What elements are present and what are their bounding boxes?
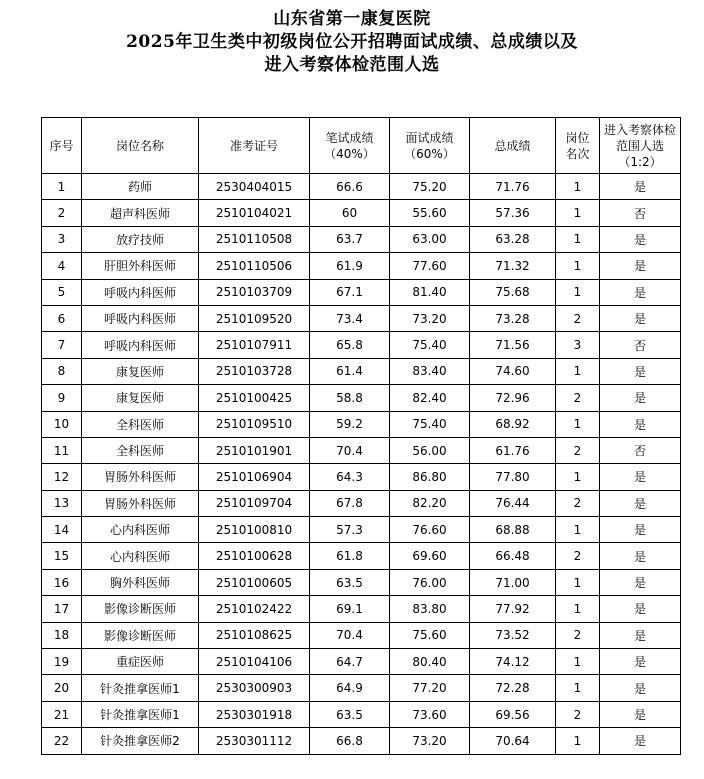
cell-total-score: 77.80 xyxy=(470,464,556,490)
cell-interview-score: 75.20 xyxy=(390,174,470,200)
header-rank-line1: 岗位 xyxy=(565,130,590,145)
cell-selected: 否 xyxy=(600,332,681,358)
cell-rank: 2 xyxy=(556,437,600,463)
cell-exam-id: 2530301918 xyxy=(199,701,310,727)
table-row xyxy=(42,411,681,437)
cell-written-score: 67.8 xyxy=(310,490,390,516)
cell-selected: 是 xyxy=(600,622,681,648)
cell-rank: 2 xyxy=(556,701,600,727)
cell-written-score: 61.9 xyxy=(310,253,390,279)
cell-interview-score: 76.60 xyxy=(390,517,470,543)
cell-selected: 是 xyxy=(600,411,681,437)
cell-exam-id: 2510108625 xyxy=(199,622,310,648)
cell-rank: 1 xyxy=(556,253,600,279)
cell-position: 影像诊断医师 xyxy=(82,622,199,648)
cell-position: 全科医师 xyxy=(82,411,199,437)
cell-index: 13 xyxy=(42,490,82,516)
table-row xyxy=(42,675,681,701)
cell-index: 9 xyxy=(42,385,82,411)
cell-interview-score: 75.40 xyxy=(390,411,470,437)
cell-rank: 1 xyxy=(556,411,600,437)
cell-rank: 2 xyxy=(556,490,600,516)
cell-exam-id: 2510100605 xyxy=(199,569,310,595)
cell-index: 7 xyxy=(42,332,82,358)
cell-selected: 是 xyxy=(600,675,681,701)
header-written-label: 笔试成绩 xyxy=(325,130,374,145)
table-row xyxy=(42,517,681,543)
cell-index: 10 xyxy=(42,411,82,437)
cell-index: 5 xyxy=(42,279,82,305)
table-row xyxy=(42,701,681,727)
cell-index: 2 xyxy=(42,200,82,226)
cell-interview-score: 73.20 xyxy=(390,728,470,754)
header-position: 岗位名称 xyxy=(82,118,199,174)
cell-position: 全科医师 xyxy=(82,437,199,463)
cell-total-score: 73.52 xyxy=(470,622,556,648)
cell-position: 影像诊断医师 xyxy=(82,596,199,622)
cell-exam-id: 2510104106 xyxy=(199,649,310,675)
cell-rank: 1 xyxy=(556,728,600,754)
table-row xyxy=(42,279,681,305)
cell-rank: 1 xyxy=(556,596,600,622)
cell-index: 17 xyxy=(42,596,82,622)
cell-position: 针灸推拿医师1 xyxy=(82,675,199,701)
cell-interview-score: 75.40 xyxy=(390,332,470,358)
cell-index: 18 xyxy=(42,622,82,648)
cell-rank: 1 xyxy=(556,200,600,226)
cell-selected: 是 xyxy=(600,728,681,754)
cell-total-score: 66.48 xyxy=(470,543,556,569)
cell-selected: 是 xyxy=(600,305,681,331)
cell-total-score: 68.88 xyxy=(470,517,556,543)
cell-position: 肝胆外科医师 xyxy=(82,253,199,279)
cell-index: 11 xyxy=(42,437,82,463)
cell-written-score: 73.4 xyxy=(310,305,390,331)
cell-exam-id: 2510109510 xyxy=(199,411,310,437)
table-row xyxy=(42,596,681,622)
cell-rank: 1 xyxy=(556,464,600,490)
cell-rank: 1 xyxy=(556,174,600,200)
cell-rank: 3 xyxy=(556,332,600,358)
cell-written-score: 60 xyxy=(310,200,390,226)
cell-written-score: 61.8 xyxy=(310,543,390,569)
cell-written-score: 69.1 xyxy=(310,596,390,622)
cell-exam-id: 2510107911 xyxy=(199,332,310,358)
header-total-score: 总成绩 xyxy=(470,118,556,174)
cell-rank: 1 xyxy=(556,226,600,252)
table-row xyxy=(42,174,681,200)
cell-interview-score: 80.40 xyxy=(390,649,470,675)
cell-written-score: 70.4 xyxy=(310,622,390,648)
cell-total-score: 63.28 xyxy=(470,226,556,252)
cell-written-score: 64.7 xyxy=(310,649,390,675)
cell-written-score: 63.5 xyxy=(310,701,390,727)
cell-written-score: 66.8 xyxy=(310,728,390,754)
table-row xyxy=(42,385,681,411)
cell-exam-id: 2510110506 xyxy=(199,253,310,279)
cell-position: 放疗技师 xyxy=(82,226,199,252)
cell-selected: 否 xyxy=(600,200,681,226)
cell-index: 12 xyxy=(42,464,82,490)
cell-rank: 1 xyxy=(556,358,600,384)
cell-position: 康复医师 xyxy=(82,385,199,411)
cell-interview-score: 69.60 xyxy=(390,543,470,569)
table-header-row xyxy=(42,118,681,174)
title-line-2: 2025年卫生类中初级岗位公开招聘面试成绩、总成绩以及 xyxy=(126,32,578,52)
cell-interview-score: 76.00 xyxy=(390,569,470,595)
table-row xyxy=(42,543,681,569)
cell-interview-score: 73.60 xyxy=(390,701,470,727)
cell-written-score: 57.3 xyxy=(310,517,390,543)
cell-exam-id: 2530404015 xyxy=(199,174,310,200)
cell-exam-id: 2510109520 xyxy=(199,305,310,331)
cell-index: 21 xyxy=(42,701,82,727)
table-row xyxy=(42,622,681,648)
cell-selected: 是 xyxy=(600,517,681,543)
header-written-score xyxy=(310,118,390,174)
cell-interview-score: 77.60 xyxy=(390,253,470,279)
cell-position: 胸外科医师 xyxy=(82,569,199,595)
cell-interview-score: 73.20 xyxy=(390,305,470,331)
cell-exam-id: 2510100425 xyxy=(199,385,310,411)
cell-total-score: 71.00 xyxy=(470,569,556,595)
table-row xyxy=(42,437,681,463)
cell-interview-score: 83.80 xyxy=(390,596,470,622)
cell-position: 呼吸内科医师 xyxy=(82,279,199,305)
cell-written-score: 61.4 xyxy=(310,358,390,384)
cell-interview-score: 77.20 xyxy=(390,675,470,701)
cell-total-score: 75.68 xyxy=(470,279,556,305)
table-row xyxy=(42,358,681,384)
cell-total-score: 71.32 xyxy=(470,253,556,279)
cell-index: 1 xyxy=(42,174,82,200)
cell-position: 药师 xyxy=(82,174,199,200)
cell-total-score: 71.56 xyxy=(470,332,556,358)
cell-selected: 是 xyxy=(600,174,681,200)
cell-selected: 是 xyxy=(600,490,681,516)
cell-exam-id: 2510103709 xyxy=(199,279,310,305)
cell-selected: 是 xyxy=(600,385,681,411)
cell-total-score: 71.76 xyxy=(470,174,556,200)
cell-written-score: 67.1 xyxy=(310,279,390,305)
cell-selected: 是 xyxy=(600,464,681,490)
cell-written-score: 63.7 xyxy=(310,226,390,252)
cell-position: 针灸推拿医师1 xyxy=(82,701,199,727)
table-row xyxy=(42,649,681,675)
cell-interview-score: 75.60 xyxy=(390,622,470,648)
header-exam-id: 准考证号 xyxy=(199,118,310,174)
cell-index: 3 xyxy=(42,226,82,252)
cell-index: 6 xyxy=(42,305,82,331)
title-line-1: 山东省第一康复医院 xyxy=(273,9,431,29)
cell-exam-id: 2530301112 xyxy=(199,728,310,754)
results-table xyxy=(41,117,681,755)
cell-exam-id: 2530300903 xyxy=(199,675,310,701)
cell-exam-id: 2510104021 xyxy=(199,200,310,226)
cell-exam-id: 2510100628 xyxy=(199,543,310,569)
cell-total-score: 77.92 xyxy=(470,596,556,622)
cell-position: 心内科医师 xyxy=(82,543,199,569)
header-interview-label: 面试成绩 xyxy=(405,130,454,145)
cell-written-score: 64.3 xyxy=(310,464,390,490)
cell-rank: 2 xyxy=(556,622,600,648)
cell-interview-score: 81.40 xyxy=(390,279,470,305)
cell-total-score: 72.28 xyxy=(470,675,556,701)
cell-exam-id: 2510101901 xyxy=(199,437,310,463)
cell-written-score: 63.5 xyxy=(310,569,390,595)
cell-total-score: 70.64 xyxy=(470,728,556,754)
cell-total-score: 73.28 xyxy=(470,305,556,331)
table-row xyxy=(42,253,681,279)
table-row xyxy=(42,464,681,490)
cell-position: 超声科医师 xyxy=(82,200,199,226)
header-interview-weight: （60%） xyxy=(404,146,455,161)
header-interview-score xyxy=(390,118,470,174)
cell-index: 20 xyxy=(42,675,82,701)
cell-interview-score: 63.00 xyxy=(390,226,470,252)
cell-rank: 1 xyxy=(556,675,600,701)
cell-rank: 2 xyxy=(556,385,600,411)
cell-position: 心内科医师 xyxy=(82,517,199,543)
cell-total-score: 69.56 xyxy=(470,701,556,727)
cell-index: 19 xyxy=(42,649,82,675)
table-row xyxy=(42,226,681,252)
cell-interview-score: 82.20 xyxy=(390,490,470,516)
cell-position: 康复医师 xyxy=(82,358,199,384)
cell-total-score: 57.36 xyxy=(470,200,556,226)
cell-interview-score: 56.00 xyxy=(390,437,470,463)
header-written-weight: （40%） xyxy=(324,146,375,161)
cell-selected: 是 xyxy=(600,543,681,569)
cell-position: 呼吸内科医师 xyxy=(82,332,199,358)
header-selected-line3: （1:2） xyxy=(618,154,662,169)
cell-selected: 是 xyxy=(600,253,681,279)
cell-index: 4 xyxy=(42,253,82,279)
header-index: 序号 xyxy=(42,118,82,174)
cell-written-score: 58.8 xyxy=(310,385,390,411)
table-row xyxy=(42,569,681,595)
cell-interview-score: 86.80 xyxy=(390,464,470,490)
cell-interview-score: 83.40 xyxy=(390,358,470,384)
cell-total-score: 61.76 xyxy=(470,437,556,463)
header-rank-line2: 名次 xyxy=(565,146,590,161)
cell-index: 22 xyxy=(42,728,82,754)
cell-position: 呼吸内科医师 xyxy=(82,305,199,331)
cell-total-score: 74.60 xyxy=(470,358,556,384)
cell-exam-id: 2510106904 xyxy=(199,464,310,490)
cell-selected: 否 xyxy=(600,437,681,463)
cell-written-score: 70.4 xyxy=(310,437,390,463)
cell-written-score: 59.2 xyxy=(310,411,390,437)
cell-selected: 是 xyxy=(600,596,681,622)
cell-position: 胃肠外科医师 xyxy=(82,464,199,490)
cell-selected: 是 xyxy=(600,649,681,675)
cell-rank: 1 xyxy=(556,569,600,595)
cell-exam-id: 2510109704 xyxy=(199,490,310,516)
table-body xyxy=(42,174,681,755)
cell-position: 针灸推拿医师2 xyxy=(82,728,199,754)
cell-selected: 是 xyxy=(600,279,681,305)
table-row xyxy=(42,200,681,226)
table-row xyxy=(42,728,681,754)
cell-total-score: 74.12 xyxy=(470,649,556,675)
document-title xyxy=(0,0,704,77)
cell-rank: 1 xyxy=(556,517,600,543)
cell-selected: 是 xyxy=(600,358,681,384)
table-row xyxy=(42,305,681,331)
cell-exam-id: 2510102422 xyxy=(199,596,310,622)
cell-index: 16 xyxy=(42,569,82,595)
cell-selected: 是 xyxy=(600,226,681,252)
cell-rank: 2 xyxy=(556,305,600,331)
cell-written-score: 65.8 xyxy=(310,332,390,358)
cell-selected: 是 xyxy=(600,701,681,727)
header-selected xyxy=(600,118,681,174)
cell-interview-score: 82.40 xyxy=(390,385,470,411)
header-selected-line1: 进入考察体检 xyxy=(603,122,676,137)
cell-exam-id: 2510110508 xyxy=(199,226,310,252)
cell-rank: 2 xyxy=(556,543,600,569)
table-row xyxy=(42,332,681,358)
cell-interview-score: 55.60 xyxy=(390,200,470,226)
cell-written-score: 64.9 xyxy=(310,675,390,701)
cell-exam-id: 2510100810 xyxy=(199,517,310,543)
cell-total-score: 68.92 xyxy=(470,411,556,437)
cell-total-score: 72.96 xyxy=(470,385,556,411)
cell-selected: 是 xyxy=(600,569,681,595)
cell-index: 8 xyxy=(42,358,82,384)
cell-index: 14 xyxy=(42,517,82,543)
table-row xyxy=(42,490,681,516)
header-rank xyxy=(556,118,600,174)
cell-rank: 1 xyxy=(556,279,600,305)
cell-written-score: 66.6 xyxy=(310,174,390,200)
cell-position: 重症医师 xyxy=(82,649,199,675)
cell-total-score: 76.44 xyxy=(470,490,556,516)
cell-exam-id: 2510103728 xyxy=(199,358,310,384)
title-line-3: 进入考察体检范围人选 xyxy=(264,55,440,75)
cell-index: 15 xyxy=(42,543,82,569)
header-selected-line2: 范围人选 xyxy=(615,138,664,153)
cell-position: 胃肠外科医师 xyxy=(82,490,199,516)
cell-rank: 1 xyxy=(556,649,600,675)
